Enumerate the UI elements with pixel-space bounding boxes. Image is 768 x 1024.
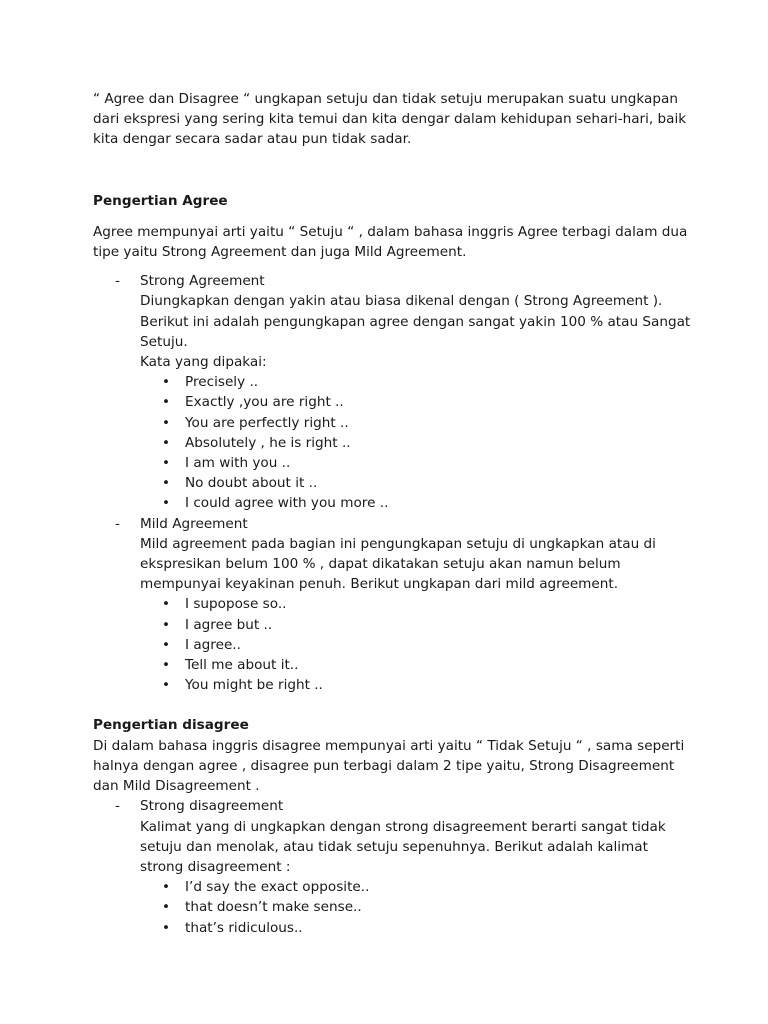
- bullet-icon: •: [162, 879, 171, 896]
- strong-agreement-title: Strong Agreement: [140, 273, 265, 290]
- mild-agreement-item: [93, 514, 693, 696]
- phrase-text: Tell me about it..: [185, 657, 299, 674]
- strong-agreement-desc-2: Berikut ini adalah pengungkapan agree dengan sangat yakin 100 % atau Sangat Setuju.: [140, 313, 691, 350]
- agree-types-list: [93, 271, 693, 695]
- bullet-icon: •: [162, 636, 171, 653]
- bullet-icon: •: [162, 657, 171, 674]
- list-item: [140, 615, 693, 635]
- strong-agreement-desc-1: Diungkapkan dengan yakin atau biasa dikenal dengan ( Strong Agreement ).: [140, 293, 663, 310]
- agree-paragraph: Agree mempunyai arti yaitu “ Setuju “ , dalam bahasa inggris Agree terbagi dalam dua tipe yaitu Strong Agreement dan juga Mild Agreement.: [93, 223, 688, 261]
- bullet-icon: •: [162, 677, 171, 694]
- strong-disagreement-title: Strong disagreement: [140, 798, 284, 815]
- disagree-paragraph: Di dalam bahasa inggris disagree mempunyai arti yaitu “ Tidak Setuju “ , sama seperti halnya dengan agree , disagree pun terbagi dalam 2 tipe yaitu, Strong Disagreement dan Mild Disagreement .: [93, 737, 685, 795]
- disagree-heading: Pengertian disagree: [93, 717, 249, 734]
- strong-disagreement-desc: Kalimat yang di ungkapkan dengan strong disagreement berarti sangat tidak setuju dan menolak, atau tidak setuju sepenuhnya. Berikut adalah kalimat strong disagreement :: [140, 818, 666, 875]
- phrase-text: I agree but ..: [185, 616, 273, 633]
- dash-marker: -: [115, 273, 120, 290]
- bullet-icon: •: [162, 475, 171, 492]
- phrase-text: I am with you ..: [185, 455, 291, 472]
- bullet-icon: •: [162, 495, 171, 512]
- dash-marker: -: [115, 798, 120, 815]
- list-item: [140, 918, 693, 938]
- list-item: [140, 392, 693, 412]
- bullet-icon: •: [162, 919, 171, 936]
- phrase-text: You are perfectly right ..: [185, 414, 349, 431]
- agree-section: [93, 191, 693, 696]
- phrase-text: I agree..: [185, 636, 241, 653]
- list-item: [140, 897, 693, 917]
- list-item: [140, 493, 693, 513]
- document-page: [93, 89, 693, 938]
- phrase-text: I supopose so..: [185, 596, 287, 613]
- phrase-text: that’s ridiculous..: [185, 919, 303, 936]
- list-item: [140, 473, 693, 493]
- strong-disagreement-phrases: [140, 877, 693, 938]
- list-item: [140, 655, 693, 675]
- agree-heading: Pengertian Agree: [93, 192, 228, 209]
- bullet-icon: •: [162, 394, 171, 411]
- bullet-icon: •: [162, 455, 171, 472]
- phrase-text: Exactly ,you are right ..: [185, 394, 344, 411]
- phrase-text: that doesn’t make sense..: [185, 899, 362, 916]
- bullet-icon: •: [162, 596, 171, 613]
- list-item: [140, 635, 693, 655]
- phrase-text: No doubt about it ..: [185, 475, 318, 492]
- list-item: [140, 413, 693, 433]
- list-item: [140, 675, 693, 695]
- list-item: [140, 372, 693, 392]
- disagree-types-list: [93, 796, 693, 937]
- bullet-icon: •: [162, 374, 171, 391]
- phrase-text: I could agree with you more ..: [185, 495, 389, 512]
- phrase-text: Absolutely , he is right ..: [185, 434, 351, 451]
- mild-agreement-phrases: [140, 594, 693, 695]
- list-item: [140, 877, 693, 897]
- phrase-text: I’d say the exact opposite..: [185, 879, 370, 896]
- bullet-icon: •: [162, 616, 171, 633]
- strong-disagreement-item: [93, 796, 693, 937]
- list-item: [140, 453, 693, 473]
- dash-marker: -: [115, 515, 120, 532]
- list-item: [140, 594, 693, 614]
- intro-paragraph: “ Agree dan Disagree “ ungkapan setuju dan tidak setuju merupakan suatu ungkapan dari ekspresi yang sering kita temui dan kita dengar dalam kehidupan sehari-hari, baik kita dengar secara sadar atau pun tidak sadar.: [93, 91, 687, 148]
- bullet-icon: •: [162, 899, 171, 916]
- strong-agreement-phrases: [140, 372, 693, 513]
- strong-agreement-desc-3: Kata yang dipakai:: [140, 354, 267, 371]
- phrase-text: Precisely ..: [185, 374, 259, 391]
- mild-agreement-title: Mild Agreement: [140, 515, 248, 532]
- bullet-icon: •: [162, 434, 171, 451]
- phrase-text: You might be right ..: [185, 677, 323, 694]
- strong-agreement-item: [93, 271, 693, 513]
- mild-agreement-desc: Mild agreement pada bagian ini pengungkapan setuju di ungkapkan atau di ekspresikan belum 100 % , dapat dikatakan setuju akan namun belum mempunyai keyakinan penuh. Berikut ungkapan dari mild agreement.: [140, 535, 656, 593]
- bullet-icon: •: [162, 414, 171, 431]
- disagree-section: [93, 715, 693, 937]
- list-item: [140, 433, 693, 453]
